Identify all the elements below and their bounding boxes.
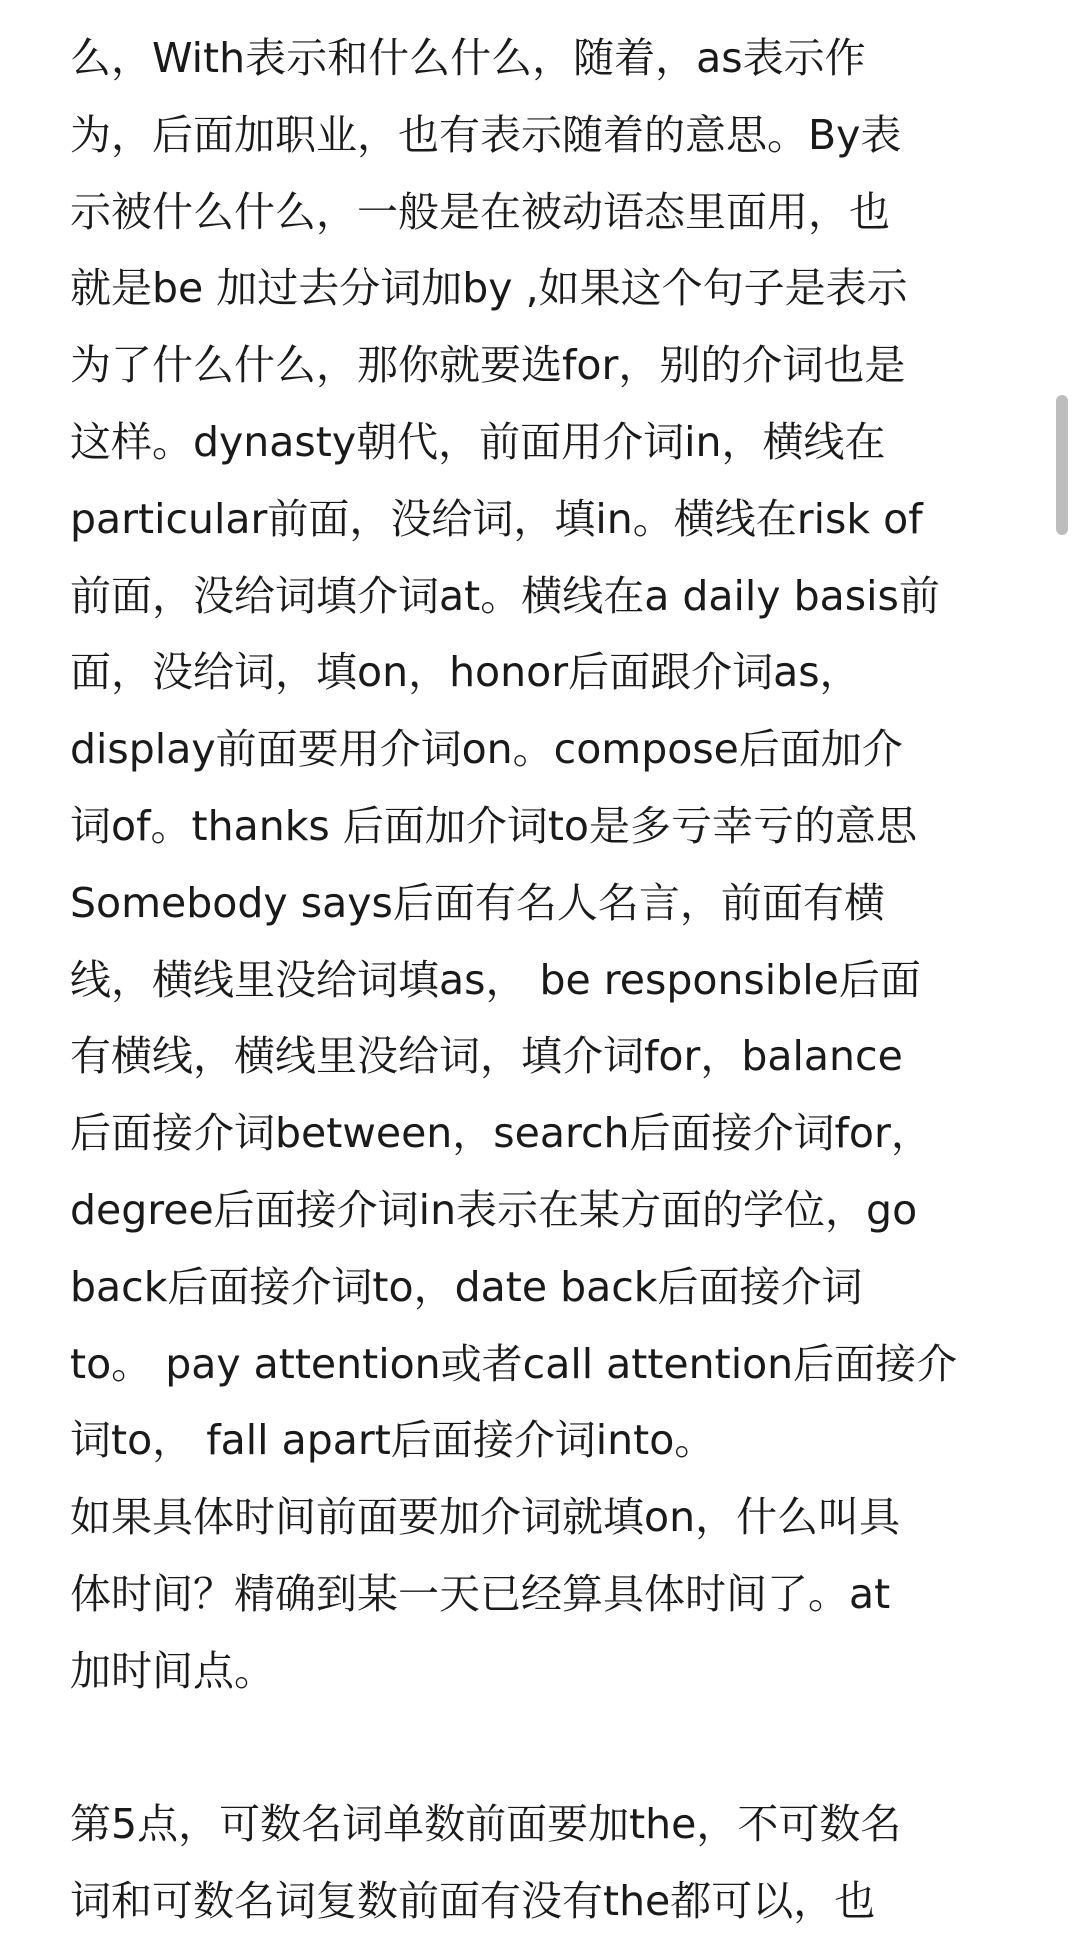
text-line: to。 pay attention或者call attention后面接介 [70,1339,958,1388]
text-line: 后面接介词between，search后面接介词for， [70,1109,932,1158]
text-line: 词to， fall apart后面接介词into。 [70,1416,716,1465]
text-line: 为，后面加职业，也有表示随着的意思。By表 [70,110,902,159]
text-line: 有横线，横线里没给词，填介词for，balance [70,1032,903,1081]
text-line: 这样。dynasty朝代，前面用介词in，横线在 [70,417,886,466]
text-line: 示被什么什么，一般是在被动语态里面用，也 [70,187,890,236]
text-line: particular前面，没给词，填in。横线在risk of [70,494,923,543]
text-line: 词和可数名词复数前面有没有the都可以，也 [70,1877,876,1926]
text-line: display前面要用介词on。compose后面加介 [70,725,903,774]
text-line: back后面接介词to，date back后面接介词 [70,1262,863,1311]
text-line: 么，With表示和什么什么，随着，as表示作 [70,34,866,82]
text-line: 如果具体时间前面要加介词就填on，什么叫具 [70,1493,901,1542]
text-line: 为了什么什么，那你就要选for，别的介词也是 [70,341,906,390]
text-line: 第5点，可数名词单数前面要加the，不可数名 [70,1800,902,1849]
text-line: 词of。thanks 后面加介词to是多亏幸亏的意思 [70,801,917,850]
text-line: 前面，没给词填介词at。横线在a daily basis前 [70,571,940,620]
text-line: 体时间？精确到某一天已经算具体时间了。at [70,1569,891,1618]
text-line: 面，没给词，填on，honor后面跟介词as， [70,648,861,697]
text-line: 就是be 加过去分词加by ,如果这个句子是表示 [70,264,908,313]
text-line: Somebody says后面有名人名言，前面有横 [70,878,885,927]
text-line: degree后面接介词in表示在某方面的学位，go [70,1185,918,1234]
text-line: 加时间点。 [70,1646,275,1695]
paragraph-gap [70,1710,1030,1787]
scrollbar-thumb[interactable] [1056,395,1068,535]
text-line: 线，横线里没给词填as， be responsible后面 [70,955,921,1004]
article-body [70,20,1030,1940]
